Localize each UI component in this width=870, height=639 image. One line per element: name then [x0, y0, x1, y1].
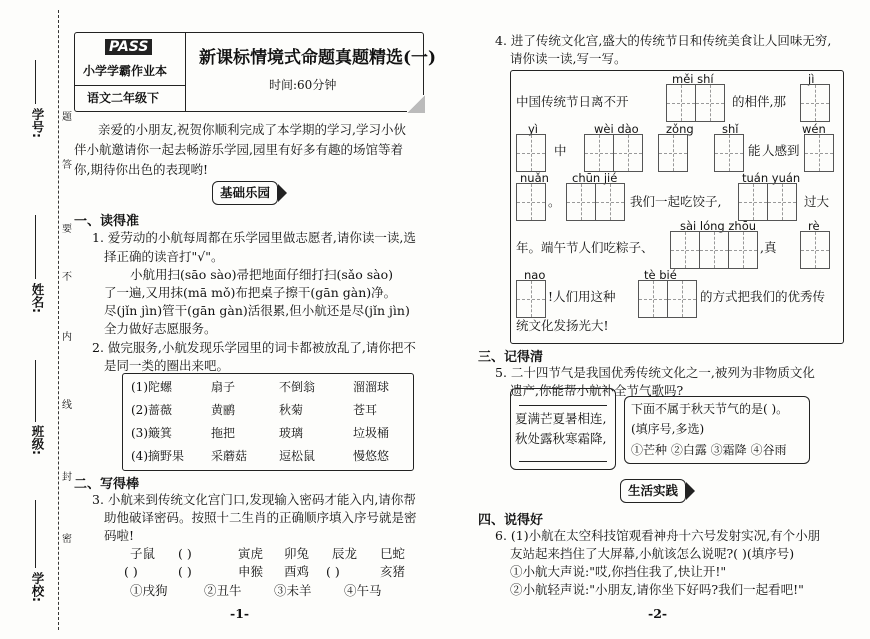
q5-line: 5. 二十四节气是我国优秀传统文化之一,被列为非物质文化 — [495, 365, 815, 380]
header-box — [74, 32, 437, 112]
zodiac-item: 亥猪 — [380, 564, 406, 579]
word-cell[interactable]: 苍耳 — [353, 403, 378, 417]
table-row — [125, 421, 395, 444]
q6-option: ①小航大声说:"哎,你挡住我了,快让开!" — [510, 564, 727, 579]
pinyin-label: wèi dào — [594, 122, 639, 136]
intro-line: 伴小航邀请你一起去畅游乐学园,园里有好多有趣的场馆等着 — [74, 142, 403, 157]
word-cell[interactable]: 玻璃 — [279, 426, 304, 440]
table-row — [125, 444, 395, 467]
word-cell[interactable]: 扇子 — [211, 380, 236, 394]
table-row — [125, 398, 395, 421]
intro-line: 你,期待你出色的表现哟! — [74, 162, 208, 177]
pinyin-label: nuǎn — [520, 171, 549, 185]
autumn-options: ①芒种 ②白露 ③霜降 ④谷雨 — [631, 443, 787, 457]
intro-line: 亲爱的小朋友,祝贺你顺利完成了本学期的学习,学习小伙 — [98, 122, 406, 137]
page-title: 新课标情境式命题真题精选(一) — [199, 48, 437, 68]
pass-logo: PASS — [105, 39, 152, 55]
passage-text: 我们一起吃饺子, — [630, 194, 722, 209]
margin-char: 要 — [62, 224, 72, 235]
zodiac-blank[interactable]: ( ) — [326, 564, 340, 579]
school-label: 学校: — [30, 572, 45, 602]
word-cell[interactable]: 溜溜球 — [353, 380, 390, 394]
zodiac-option: ③未羊 — [274, 583, 312, 598]
pinyin-label: rè — [808, 219, 820, 233]
passage-text: ,真 — [760, 240, 777, 255]
time-limit: 时间:60分钟 — [269, 78, 337, 92]
margin-char: 不 — [62, 272, 72, 283]
pinyin-label: yì — [528, 122, 539, 136]
char-grid[interactable] — [658, 134, 688, 172]
q3-line: 助他破译密码。按照十二生肖的正确顺序填入序号就是密 — [104, 510, 417, 525]
q5-line: 遗产,你能帮小航补全节气歌吗? — [510, 383, 684, 398]
word-cell[interactable]: 采蘑菇 — [211, 449, 248, 463]
q1-passage: 了一遍,又用抹(mā mǒ)布把桌子擦干(gān gàn)净。 — [104, 285, 397, 300]
passage-text: 中国传统节日离不开 — [516, 94, 629, 109]
zodiac-item: 申猴 — [238, 564, 264, 579]
passage-text: 年。端午节人们吃粽子、 — [516, 240, 654, 255]
zodiac-item: 辰龙 — [332, 546, 358, 561]
passage-text: 人感到 — [762, 143, 800, 158]
q6-line: 6. (1)小航在太空科技馆观看神舟十六号发射实况,有个小朋 — [495, 528, 821, 543]
word-cell[interactable]: (1)陀螺 — [131, 380, 172, 394]
char-grid[interactable] — [584, 134, 643, 172]
margin-char: 密 — [62, 534, 72, 545]
q1-passage: 全力做好志愿服务。 — [104, 321, 217, 336]
pinyin-label: zǒng — [666, 122, 694, 136]
verse-blank-line — [519, 461, 607, 462]
passage-text: 统文化发扬光大! — [516, 318, 609, 333]
series-name: 小学学霸作业本 — [83, 64, 168, 78]
passage-text: 过大 — [804, 194, 830, 209]
name-label: 姓名: — [30, 283, 45, 313]
zodiac-option: ④午马 — [344, 583, 382, 598]
verse-blank-line — [519, 405, 607, 406]
section-heading-write: 二、写得棒 — [74, 477, 140, 492]
char-grid[interactable] — [670, 231, 758, 269]
margin-char: 内 — [62, 332, 72, 343]
word-cell[interactable]: 慢悠悠 — [353, 449, 390, 463]
autumn-prompt: 下面不属于秋天节气的是( )。 — [631, 402, 789, 416]
zodiac-option: ②丑牛 — [204, 583, 242, 598]
class-line — [35, 360, 36, 422]
q6-line: 友站起来挡住了大屏幕,小航该怎么说呢?( )(填序号) — [510, 546, 795, 561]
zodiac-item: 子鼠 — [130, 546, 156, 561]
zodiac-item: 卯兔 — [284, 546, 310, 561]
word-cell[interactable]: 逗松鼠 — [279, 449, 316, 463]
word-cell[interactable]: (4)摘野果 — [131, 449, 184, 463]
q2-line: 是同一类的圈出来吧。 — [104, 358, 230, 373]
school-line — [35, 500, 36, 568]
passage-text: 。 — [548, 194, 561, 209]
q1-passage: 小航用扫(sāo sào)帚把地面仔细打扫(sǎo sào) — [130, 267, 394, 282]
word-cell[interactable]: 不倒翁 — [279, 380, 316, 394]
name-line — [35, 215, 36, 279]
q3-line: 码啦! — [104, 528, 135, 543]
margin-char: 封 — [62, 472, 72, 483]
verse-line: 夏满芒夏暑相连, — [515, 411, 607, 426]
zodiac-option: ①戌狗 — [130, 583, 168, 598]
char-grid[interactable] — [566, 183, 625, 221]
char-grid[interactable] — [516, 134, 546, 172]
section-badge-basics: 基础乐园 — [212, 181, 278, 205]
verse-card — [510, 388, 616, 470]
pinyin-label: jì — [808, 72, 815, 86]
word-cell[interactable]: (2)蔷薇 — [131, 403, 172, 417]
margin-char: 题 — [62, 112, 72, 123]
char-grid[interactable] — [516, 280, 546, 318]
page-number-left: -1- — [230, 606, 250, 621]
word-cell[interactable]: 黄鹂 — [211, 403, 236, 417]
char-grid[interactable] — [738, 183, 797, 221]
student-id-line — [35, 60, 36, 104]
pinyin-label: chūn jié — [572, 171, 618, 185]
char-grid[interactable] — [516, 183, 546, 221]
passage-text: 的方式把我们的优秀传 — [700, 289, 826, 304]
zodiac-blank[interactable]: ( ) — [178, 546, 192, 561]
page-number-right: -2- — [648, 606, 668, 621]
q1-passage: 尽(jǐn jìn)管干(gān gàn)活很累,但小航还是尽(jǐn jìn) — [104, 303, 410, 318]
section-badge-practice: 生活实践 — [620, 479, 686, 503]
badge-arrow-icon — [686, 482, 695, 500]
margin-char: 线 — [62, 400, 72, 411]
passage-text: 的相伴,那 — [732, 94, 786, 109]
zodiac-blank[interactable]: ( ) — [178, 564, 192, 579]
q2-line: 2. 做完服务,小航发现乐学园里的词卡都被放乱了,请你把不 — [92, 340, 416, 355]
student-id-label: 学号: — [30, 108, 45, 138]
char-grid[interactable] — [638, 280, 697, 318]
word-cell[interactable]: 拖把 — [211, 426, 236, 440]
class-label: 班级: — [30, 425, 45, 455]
word-cell[interactable]: (3)簸箕 — [131, 426, 172, 440]
margin-char: 答 — [62, 160, 72, 171]
zodiac-blank[interactable]: ( ) — [124, 564, 138, 579]
pinyin-label: shǐ — [722, 122, 739, 136]
zodiac-item: 酉鸡 — [284, 564, 310, 579]
page-curl — [407, 95, 425, 113]
pinyin-label: měi shí — [672, 72, 714, 86]
pinyin-label: tè bié — [644, 268, 677, 282]
section-heading-speak: 四、说得好 — [478, 513, 544, 528]
badge-arrow-icon — [278, 184, 287, 202]
q1-line: 1. 爱劳动的小航每周都在乐学园里做志愿者,请你读一读,选 — [92, 230, 416, 245]
cut-line — [58, 10, 59, 630]
section-heading-remember: 三、记得清 — [478, 350, 544, 365]
q4-line: 请你读一读,写一写。 — [510, 51, 627, 66]
word-cell[interactable]: 秋菊 — [279, 403, 304, 417]
q1-line: 择正确的读音打"√"。 — [104, 249, 224, 264]
passage-text: 能 — [748, 143, 761, 158]
word-cell[interactable]: 垃圾桶 — [353, 426, 390, 440]
section-heading-read: 一、读得准 — [74, 214, 140, 229]
q6-option: ②小航轻声说:"小朋友,请你坐下好吗?我们一起看吧!" — [510, 582, 804, 597]
q4-line: 4. 进了传统文化宫,盛大的传统节日和传统美食让人回味无穷, — [495, 33, 832, 48]
zodiac-item: 巳蛇 — [380, 546, 406, 561]
table-row — [125, 375, 395, 398]
char-grid[interactable] — [800, 231, 830, 269]
char-grid[interactable] — [666, 84, 725, 122]
pinyin-label: wén — [802, 122, 826, 136]
word-card-box — [122, 373, 414, 471]
pinyin-label: sài lóng zhōu — [680, 219, 757, 233]
zodiac-item: 寅虎 — [238, 546, 264, 561]
char-grid[interactable] — [800, 84, 830, 122]
char-grid[interactable] — [714, 134, 744, 172]
pinyin-label: nao — [524, 268, 546, 282]
passage-text: !人们用这种 — [548, 289, 616, 304]
header-divider — [75, 85, 185, 86]
verse-line: 秋处露秋寒霜降, — [515, 431, 607, 446]
autumn-question-card — [624, 396, 810, 464]
char-grid[interactable] — [804, 134, 834, 172]
word-card-table — [125, 375, 395, 467]
edition-name: 语文二年级下 — [87, 91, 160, 105]
q3-line: 3. 小航来到传统文化宫门口,发现输入密码才能入内,请你帮 — [92, 492, 416, 507]
passage-text: 中 — [554, 143, 567, 158]
pinyin-label: tuán yuán — [742, 171, 801, 185]
autumn-prompt-hint: (填序号,多选) — [631, 422, 705, 436]
